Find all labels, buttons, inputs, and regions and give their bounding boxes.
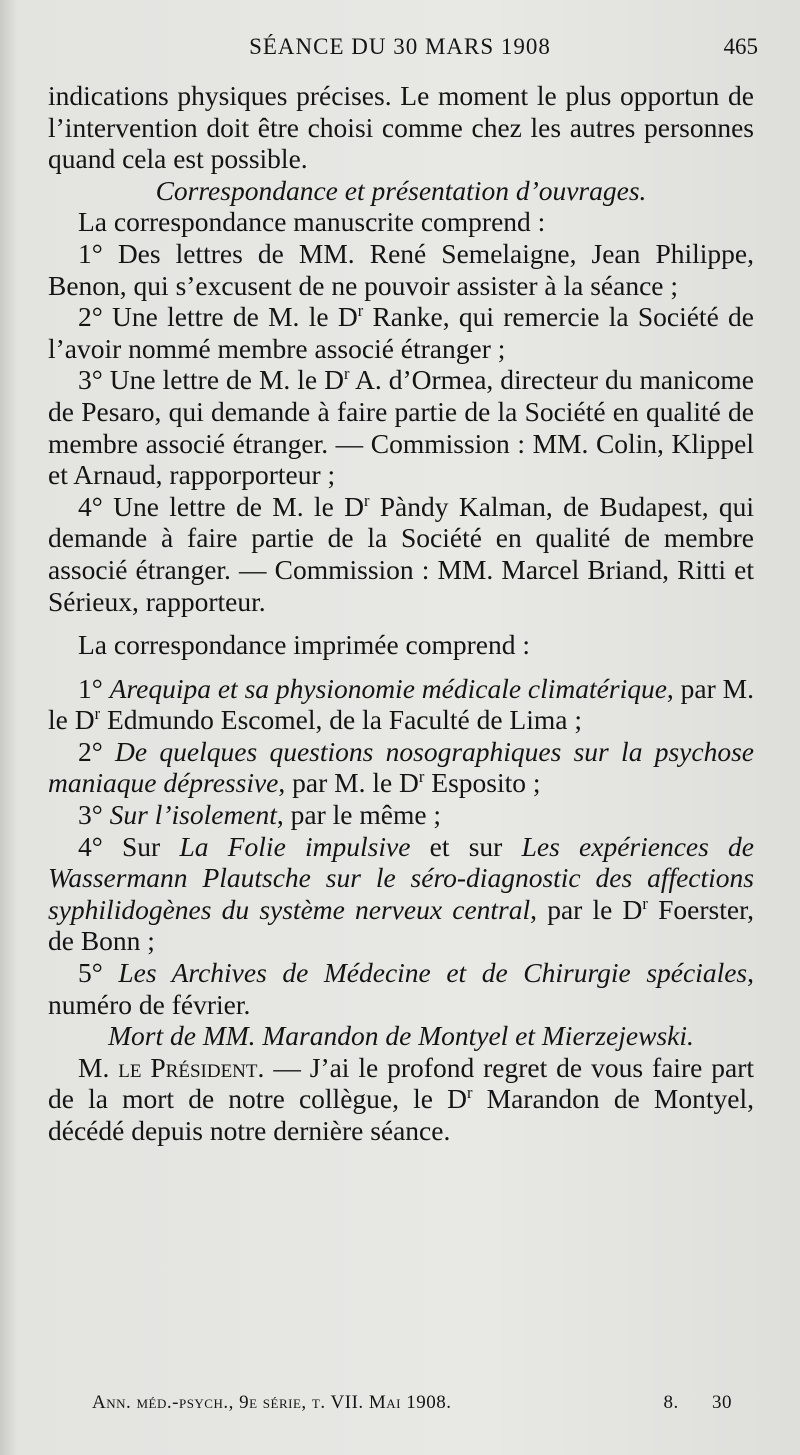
item-number: 3°	[78, 364, 103, 396]
section-heading-correspondence: Correspondance et présentation d’ouvrages.	[155, 174, 647, 206]
printed-item-3: 3° Sur l’isolement, par le même ;	[78, 799, 442, 831]
item-number: 4°	[78, 490, 103, 522]
work-title: Sur l’isolement	[109, 799, 277, 831]
page-number: 465	[723, 34, 758, 59]
work-title: Arequipa et sa physionomie médicale climatérique	[109, 672, 667, 704]
item-number: 1°	[78, 672, 103, 704]
opening-paragraph: indications physiques précises. Le moment le plus opportun de l’intervention doit être choisi comme chez les autres personnes quand cela est possible.	[48, 80, 754, 175]
manuscript-item-4: 4° Une lettre de M. le $D^r$ Pàndy Kalman, de Budapest, qui demande à faire partie de la Société en qualité de membre associé étranger. — Commission : MM. Marcel Briand, Ritti et Sérieux, rapporteur.	[48, 490, 755, 617]
manuscript-item-1	[48, 238, 754, 301]
work-title: De quelques questions nosographiques sur la psychose maniaque dépressive	[48, 735, 755, 799]
manuscript-intro: La correspondance manuscrite comprend :	[78, 206, 546, 238]
page-header	[0, 34, 800, 70]
running-head: SÉANCE DU 30 MARS 1908	[249, 34, 551, 59]
work-title: La Folie impulsive	[179, 830, 411, 862]
manuscript-item-3: 3° Une lettre de M. le $D^r$ A. d’Ormea, directeur du manicome de Pesaro, qui demande à faire partie de la Société en qualité de membre associé étranger. — Commission : MM. Colin, Klippel et Arnaud, rapporporteur ;	[48, 364, 755, 491]
section-heading-deaths: Mort de MM. Marandon de Montyel et Mierzejewski.	[108, 1020, 694, 1052]
item-number: 2°	[78, 301, 103, 333]
page-body	[48, 80, 754, 1147]
item-number: 4°	[78, 830, 103, 862]
work-title: Les expériences de Wassermann Plautsche sur le séro-diagnostic des affections syphilidogènes du système nerveux central	[48, 830, 755, 925]
item-number: 1°	[78, 237, 103, 269]
item-number: 2°	[78, 735, 103, 767]
printer-signature: 8. 30	[663, 1392, 732, 1413]
spacer	[48, 661, 754, 673]
printed-item-4: 4° Sur La Folie impulsive et sur Les expériences de Wassermann Plautsche sur le séro-diagnostic des affections syphilidogènes du système nerveux central, par le $D^r$ Foerster, de Bonn ;	[48, 830, 755, 957]
item-number: 5°	[78, 957, 103, 989]
journal-reference: Ann. méd.-psych., 9e série, t. VII. Mai 1908.	[92, 1392, 452, 1413]
printed-intro: La correspondance imprimée comprend :	[78, 629, 531, 661]
speaker-name: M. le Président.	[78, 1051, 265, 1083]
manuscript-item-2: 2° Une lettre de M. le $D^r$ Ranke, qui remercie la Société de l’avoir nommé membre associé étranger ;	[48, 301, 755, 364]
work-title: Les Archives de Médecine et de Chirurgie spéciales	[118, 957, 748, 989]
page-footer	[92, 1392, 732, 1414]
printed-item-1: 1° Arequipa et sa physionomie médicale climatérique, par M. le $D^r$ Edmundo Escomel, de la Faculté de Lima ;	[48, 672, 754, 736]
president-statement: M. le Président. — J’ai le profond regret de vous faire part de la mort de notre collègue, le $D^r$ Marandon de Montyel, décédé depuis notre dernière séance.	[48, 1051, 754, 1146]
printed-item-5: 5° Les Archives de Médecine et de Chirurgie spéciales, numéro de février.	[48, 957, 754, 1020]
item-number: 3°	[78, 799, 103, 831]
item-text: Des lettres de MM. René Semelaigne, Jean Philippe, Benon, qui s’excusent de ne pouvoir assister à la séance ;	[48, 237, 754, 301]
printed-item-2: 2° De quelques questions nosographiques sur la psychose maniaque dépressive, par M. le $D^r$ Esposito ;	[48, 735, 755, 799]
spacer	[48, 617, 754, 629]
